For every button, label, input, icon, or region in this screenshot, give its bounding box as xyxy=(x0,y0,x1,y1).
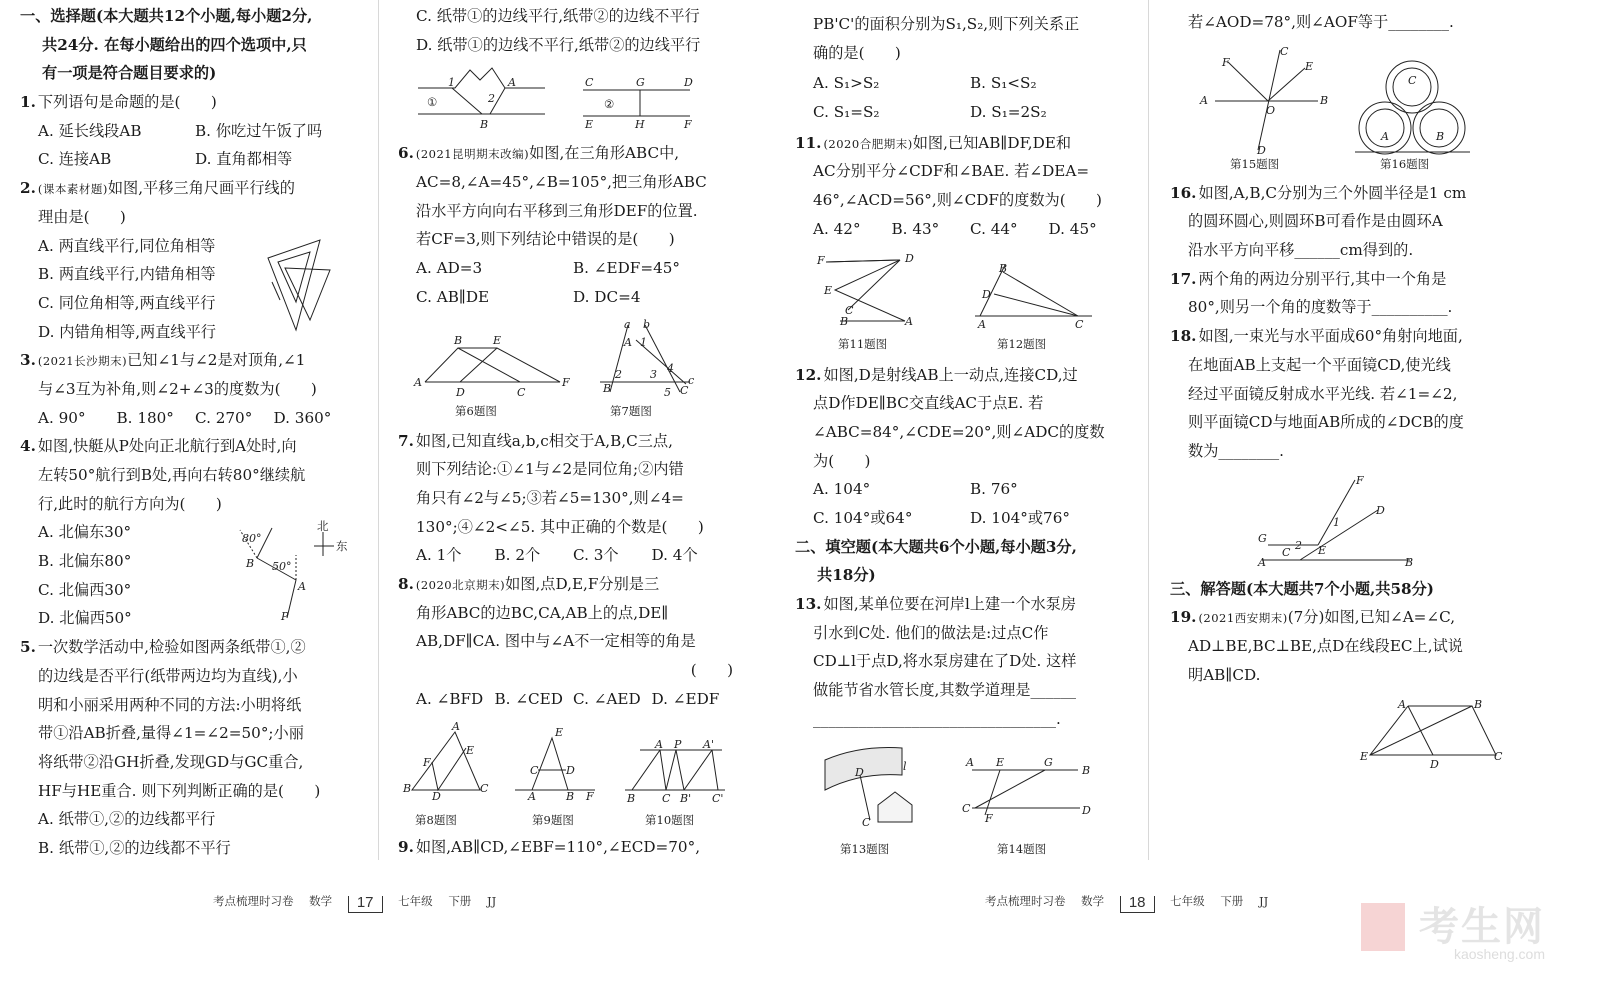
figure-9 xyxy=(515,726,595,827)
figure-18-mirror xyxy=(1257,474,1413,569)
figure-label: P xyxy=(281,610,289,623)
answer-option: B. 你吃过午饭了吗 xyxy=(195,121,323,140)
line-text: 二、填空题(本大题共6个小题,每小题3分, xyxy=(795,537,1077,556)
question-number: 2. xyxy=(20,179,36,198)
figure-label: D xyxy=(855,766,864,779)
line-text: 46°,∠ACD=56°,则∠CDF的度数为( ) xyxy=(813,191,1102,210)
figure-label: C xyxy=(517,386,526,399)
figure-label: A xyxy=(414,376,422,389)
line-text: 三、解答题(本大题共7个小题,共58分) xyxy=(1170,579,1434,598)
figure-caption: 第16题图 xyxy=(1380,157,1430,171)
page-number: 18 xyxy=(1120,896,1155,913)
answer-option: A. 纸带①,②的边线都平行 xyxy=(38,810,216,829)
figure-label: O xyxy=(1266,104,1276,117)
question-source-tag: (2021昆明期末改编) xyxy=(415,147,530,162)
figure-label: c xyxy=(688,374,695,387)
answer-option: B. S₁<S₂ xyxy=(970,74,1037,93)
figure-5-paper-strips xyxy=(418,68,693,131)
footer-page-18 xyxy=(985,893,1280,913)
question-number: 11. xyxy=(795,133,822,152)
line-text: 行,此时的航行方向为( ) xyxy=(38,494,222,513)
watermark-logo-icon xyxy=(1361,903,1405,951)
answer-option: A. 两直线平行,同位角相等 xyxy=(38,236,216,255)
line-text: 80°,则另一个角的度数等于__________. xyxy=(1188,298,1453,317)
figure-label: E xyxy=(824,284,833,297)
line-text: 引水到C处. 他们的做法是:过点C作 xyxy=(813,623,1049,642)
figure-label: C xyxy=(1282,546,1291,559)
figure-label: b xyxy=(643,318,651,331)
line-text: 如图,快艇从P处向正北航行到A处时,向 xyxy=(37,437,297,456)
question-number: 16. xyxy=(1170,183,1197,202)
figure-caption: 第11题图 xyxy=(838,337,888,351)
line-text: (7分)如图,已知∠A=∠C, xyxy=(1287,608,1456,627)
line-text: 明和小丽采用两种不同的方法:小明将纸 xyxy=(38,695,302,714)
answer-option: C. ∠AED xyxy=(573,689,641,708)
figure-caption: 北 xyxy=(317,519,329,533)
answer-option: B. 180° xyxy=(116,408,174,427)
answer-option: D. 104°或76° xyxy=(970,508,1070,527)
line-text: 带①沿AB折叠,量得∠1=∠2=50°;小丽 xyxy=(38,724,304,743)
line-text: 做能节省水管长度,其数学道理是______ xyxy=(813,681,1077,700)
figure-label: C xyxy=(1494,750,1503,763)
figure-label: E xyxy=(1360,750,1369,763)
figure-6-translation xyxy=(413,334,570,418)
question-number: 9. xyxy=(398,838,414,857)
figure-label: 80° xyxy=(242,532,262,545)
figure-label: D xyxy=(1257,144,1266,157)
figure-label: B xyxy=(999,262,1008,275)
figure-caption: 东 xyxy=(336,539,348,553)
figure-label: E xyxy=(585,118,594,131)
figure-15-angles xyxy=(1199,45,1328,171)
figure-caption: 第14题图 xyxy=(997,842,1047,856)
answer-option: B. 北偏东80° xyxy=(38,552,132,571)
figure-label: E xyxy=(466,744,475,757)
figure-caption: 第9题图 xyxy=(532,813,574,827)
figure-label: A xyxy=(624,336,632,349)
answer-option: A. 42° xyxy=(813,219,861,238)
figure-label: 2 xyxy=(488,92,495,105)
answer-option: A. 90° xyxy=(38,408,86,427)
answer-option: B. 纸带①,②的边线都不平行 xyxy=(38,838,231,857)
line-text: 已知∠1与∠2是对顶角,∠1 xyxy=(127,351,306,370)
figure-10 xyxy=(625,738,725,827)
line-text: 一次数学活动中,检验如图两条纸带①,② xyxy=(37,638,306,657)
figure-11 xyxy=(816,252,914,351)
answer-option: D. 纸带①的边线不平行,纸带②的边线平行 xyxy=(416,35,701,54)
line-text: 如图,在三角形ABC中, xyxy=(529,144,680,163)
question-number: 1. xyxy=(20,93,36,112)
figure-label: D xyxy=(905,252,914,265)
figure-label: B xyxy=(566,790,575,803)
figure-label: D xyxy=(1430,758,1439,771)
answer-option: C. 北偏西30° xyxy=(38,580,132,599)
answer-option: B. 76° xyxy=(970,480,1018,499)
figure-label: 5 xyxy=(664,386,671,399)
figure-label: A xyxy=(298,580,306,593)
figure-label: 50° xyxy=(272,560,292,573)
figure-label: C xyxy=(962,802,971,815)
figure-4-navigation xyxy=(240,519,348,623)
figure-label: C xyxy=(480,782,489,795)
answer-option: D. 内错角相等,两直线平行 xyxy=(38,322,216,341)
line-text: 两个角的两边分别平行,其中一个角是 xyxy=(1198,269,1447,288)
answer-option: D. 4个 xyxy=(651,546,698,565)
figure-label: E xyxy=(996,756,1005,769)
answer-option: C. 3个 xyxy=(573,546,619,565)
line-text: HF与HE重合. 则下列判断正确的是( ) xyxy=(38,781,321,800)
figure-14 xyxy=(962,756,1091,856)
figure-2-set-square xyxy=(268,240,330,330)
figure-label: G xyxy=(1258,532,1267,545)
figure-label: C xyxy=(585,76,594,89)
figure-label: F xyxy=(586,790,594,803)
question-number: 12. xyxy=(795,365,822,384)
figure-label: A xyxy=(528,790,536,803)
figure-label: 4 xyxy=(667,362,674,375)
figure-label: A xyxy=(978,318,986,331)
footer-page-17 xyxy=(213,893,508,913)
figure-label: C xyxy=(680,384,689,397)
line-text: 如图,点D,E,F分别是三 xyxy=(505,574,660,593)
question-number: 3. xyxy=(20,351,36,370)
line-text: 沿水平方向平移______cm得到的. xyxy=(1188,241,1414,260)
watermark-name: 考生网 xyxy=(1419,905,1545,949)
line-text: 理由是( ) xyxy=(38,207,126,226)
line-text: CD⊥l于点D,将水泵房建在了D处. 这样 xyxy=(813,652,1077,671)
figure-7-lines xyxy=(600,318,694,418)
question-number: 18. xyxy=(1170,327,1197,346)
question-number: 19. xyxy=(1170,608,1197,627)
line-text: 角只有∠2与∠5;③若∠5=130°,则∠4= xyxy=(416,488,684,507)
figure-caption: 第13题图 xyxy=(840,842,890,856)
answer-option: A. S₁>S₂ xyxy=(813,74,880,93)
figure-label: A xyxy=(655,738,663,751)
line-text: 将纸带②沿GH折叠,发现GD与GC重合, xyxy=(38,752,304,771)
question-number: 7. xyxy=(398,431,414,450)
answer-option: D. 直角都相等 xyxy=(195,150,293,169)
figure-label: C xyxy=(845,304,854,317)
figure-label: C xyxy=(1408,74,1417,87)
figure-label: F xyxy=(423,756,431,769)
figure-label: D xyxy=(684,76,693,89)
figure-label: A xyxy=(1381,130,1389,143)
figure-label: B xyxy=(246,557,255,570)
figure-caption: 第7题图 xyxy=(610,404,652,418)
figure-label: B xyxy=(1474,698,1483,711)
answer-option: C. 纸带①的边线平行,纸带②的边线不平行 xyxy=(416,7,700,25)
line-text: 如图,一束光与水平面成60°角射向地面, xyxy=(1198,327,1463,346)
footer-grade: 七年级 xyxy=(398,894,433,908)
line-text: 若CF=3,则下列结论中错误的是( ) xyxy=(416,230,675,249)
figure-label: E xyxy=(1318,544,1327,557)
answer-option: A. 1个 xyxy=(416,546,462,565)
figure-label: D xyxy=(566,764,575,777)
watermark xyxy=(1419,895,1545,962)
footer-volume: 下册 xyxy=(1220,894,1244,908)
figure-label: l xyxy=(903,760,907,773)
line-text: PB'C'的面积分别为S₁,S₂,则下列关系正 xyxy=(813,15,1080,33)
figure-label: F xyxy=(562,376,570,389)
line-text: 点D作DE∥BC交直线AC于点E. 若 xyxy=(813,394,1044,413)
answer-option: D. 45° xyxy=(1048,219,1097,238)
line-text: 如图,某单位要在河岸l上建一个水泵房 xyxy=(823,595,1077,613)
figure-label: A xyxy=(452,720,460,733)
line-text: AD⊥BE,BC⊥BE,点D在线段EC上,试说 xyxy=(1188,636,1463,655)
watermark-url: kaosheng.com xyxy=(1453,946,1545,962)
answer-option: D. ∠EDF xyxy=(651,689,720,708)
figure-16-rings xyxy=(1355,61,1470,171)
line-text: 则下列结论:①∠1与∠2是同位角;②内错 xyxy=(416,460,684,479)
question-number: 4. xyxy=(20,437,36,456)
line-text: 如图,A,B,C分别为三个外圆半径是1 cm xyxy=(1198,183,1467,202)
line-text: 若∠AOD=78°,则∠AOF等于________. xyxy=(1188,13,1454,31)
figure-label: C' xyxy=(712,792,724,805)
footer-subject: 数学 xyxy=(1081,894,1105,908)
answer-option: C. 104°或64° xyxy=(813,508,913,527)
line-text: 的边线是否平行(纸带两边均为直线),小 xyxy=(38,666,298,685)
line-text: 共18分) xyxy=(817,566,876,585)
question-number: 8. xyxy=(398,574,414,593)
line-text: 角形ABC的边BC,CA,AB上的点,DE∥ xyxy=(416,603,669,622)
figure-label: H xyxy=(635,118,645,131)
figure-label: E xyxy=(493,334,502,347)
figure-label: 2 xyxy=(615,368,622,381)
answer-option: B. ∠EDF=45° xyxy=(573,259,680,278)
figure-label: D xyxy=(1082,804,1091,817)
figure-label: B xyxy=(840,315,849,328)
figure-label: 1 xyxy=(448,76,455,89)
figure-8-triangle xyxy=(402,720,489,827)
footer-edition: JJ xyxy=(1258,894,1269,908)
footer-subject: 数学 xyxy=(309,894,333,908)
question-source-tag: (课本素材题) xyxy=(37,182,108,197)
question-source-tag: (2020北京期末) xyxy=(415,577,506,592)
answer-option: B. 2个 xyxy=(494,546,541,565)
figure-label: B xyxy=(1082,764,1091,777)
line-text: 如图,已知直线a,b,c相交于A,B,C三点, xyxy=(415,431,673,450)
question-number: 5. xyxy=(20,638,36,657)
line-text: 明AB∥CD. xyxy=(1188,665,1261,684)
figure-19 xyxy=(1359,698,1503,771)
footer-volume: 下册 xyxy=(448,894,472,908)
line-text: AB,DF∥CA. 图中与∠A不一定相等的角是 xyxy=(416,632,696,651)
line-text: 数为________. xyxy=(1188,441,1284,460)
figure-label: E xyxy=(1305,60,1314,73)
figure-caption: ② xyxy=(604,97,615,111)
figure-label: P xyxy=(674,738,682,751)
figure-label: 2 xyxy=(1295,539,1302,552)
figure-label: 1 xyxy=(640,336,647,349)
figure-label: A xyxy=(1258,556,1266,569)
figure-label: A xyxy=(1398,698,1406,711)
question-number: 6. xyxy=(398,144,414,163)
line-text: 的圆环圆心,则圆环B可看作是由圆环A xyxy=(1188,212,1443,231)
line-text: 确的是( ) xyxy=(813,43,901,62)
answer-option: C. 连接AB xyxy=(38,150,112,169)
line-text: 在地面AB上支起一个平面镜CD,使光线 xyxy=(1188,355,1451,374)
answer-option: C. 270° xyxy=(195,408,253,427)
answer-option: A. 北偏东30° xyxy=(38,523,132,542)
answer-option: C. 44° xyxy=(970,219,1018,238)
figure-caption: 第10题图 xyxy=(645,813,695,827)
line-text: 共24分. 在每小题给出的四个选项中,只 xyxy=(42,35,307,54)
answer-option: D. DC=4 xyxy=(573,287,641,306)
figure-label: B xyxy=(603,382,612,395)
line-text: 有一项是符合题目要求的) xyxy=(42,64,217,83)
line-text: 则平面镜CD与地面AB所成的∠DCB的度 xyxy=(1188,413,1464,432)
line-text: 一、选择题(本大题共12个小题,每小题2分, xyxy=(20,7,313,25)
line-text: 130°;④∠2<∠5. 其中正确的个数是( ) xyxy=(416,517,704,536)
figure-13-river xyxy=(825,748,912,857)
figure-label: F xyxy=(684,118,692,131)
figure-label: B xyxy=(403,782,412,795)
figure-label: C xyxy=(530,764,539,777)
answer-option: B. ∠CED xyxy=(494,689,563,708)
figure-label: F xyxy=(1356,474,1364,487)
answer-option: B. 43° xyxy=(891,219,940,238)
answer-option: A. 延长线段AB xyxy=(38,121,142,140)
figure-label: E xyxy=(555,726,564,739)
figure-label: A xyxy=(966,756,974,769)
answer-option: A. AD=3 xyxy=(416,259,483,278)
figure-caption: 第15题图 xyxy=(1230,157,1280,171)
figure-label: B xyxy=(480,118,489,131)
figure-label: B' xyxy=(680,792,692,805)
line-text: 左转50°航行到B处,再向右转80°继续航 xyxy=(38,466,306,484)
figure-label: D xyxy=(1376,504,1385,517)
line-text: 如图,平移三角尺画平行线的 xyxy=(107,179,295,198)
question-number: 17. xyxy=(1170,269,1197,288)
figure-label: D xyxy=(982,288,991,301)
figure-label: 3 xyxy=(650,368,657,381)
answer-option: C. AB∥DE xyxy=(416,287,490,306)
line-text: ( ) xyxy=(690,661,733,679)
question-number: 13. xyxy=(795,595,822,613)
figure-label: D xyxy=(456,386,465,399)
figure-label: G xyxy=(1044,756,1053,769)
answer-option: B. 两直线平行,内错角相等 xyxy=(38,265,216,284)
figure-label: 1 xyxy=(1333,516,1340,529)
figure-label: C xyxy=(862,816,871,829)
line-text: 经过平面镜反射成水平光线. 若∠1=∠2, xyxy=(1188,384,1458,403)
figure-label: B xyxy=(1320,94,1329,107)
line-text: 与∠3互为补角,则∠2+∠3的度数为( ) xyxy=(38,379,317,398)
figure-label: B xyxy=(454,334,463,347)
answer-option: A. ∠BFD xyxy=(416,689,484,708)
figure-label: A xyxy=(1200,94,1208,107)
figure-label: D xyxy=(432,790,441,803)
line-text: AC=8,∠A=45°,∠B=105°,把三角形ABC xyxy=(416,173,707,192)
answer-option: C. S₁=S₂ xyxy=(813,103,880,122)
figure-label: B xyxy=(1436,130,1445,143)
figure-label: C xyxy=(1075,318,1084,331)
line-text: 如图,AB∥CD,∠EBF=110°,∠ECD=70°, xyxy=(415,838,701,857)
figure-label: B xyxy=(627,792,636,805)
answer-option: D. 360° xyxy=(273,408,332,427)
line-text: 如图,D是射线AB上一动点,连接CD,过 xyxy=(823,365,1078,384)
line-text: 下列语句是命题的是( ) xyxy=(37,93,217,112)
figure-label: A xyxy=(905,315,913,328)
answer-option: D. S₁=2S₂ xyxy=(970,103,1047,122)
answer-option: A. 104° xyxy=(813,480,871,499)
line-text: ∠ABC=84°,∠CDE=20°,则∠ADC的度数 xyxy=(813,422,1105,441)
line-text: 为( ) xyxy=(813,451,871,470)
line-text: ________________________________. xyxy=(813,709,1061,728)
answer-option: C. 同位角相等,两直线平行 xyxy=(38,293,216,312)
figure-caption: 第8题图 xyxy=(415,813,457,827)
footer-grade: 七年级 xyxy=(1170,894,1205,908)
figure-label: a xyxy=(624,318,631,331)
figure-label: A xyxy=(508,76,516,89)
footer-edition: JJ xyxy=(486,894,497,908)
footer-book: 考点梳理时习卷 xyxy=(985,894,1066,908)
page-number: 17 xyxy=(348,896,383,913)
question-source-tag: (2021长沙期末) xyxy=(37,354,128,369)
figure-12 xyxy=(975,262,1092,351)
footer-book: 考点梳理时习卷 xyxy=(213,894,294,908)
figure-label: B xyxy=(1405,556,1414,569)
figure-label: A' xyxy=(703,738,714,751)
line-text: 如图,已知AB∥DF,DE和 xyxy=(912,133,1072,152)
question-source-tag: (2020合肥期末) xyxy=(823,136,913,151)
figure-label: F xyxy=(1222,56,1230,69)
figure-label: C xyxy=(1280,45,1289,58)
line-text: AC分别平分∠CDF和∠BAE. 若∠DEA= xyxy=(813,162,1090,181)
figure-caption: 第6题图 xyxy=(455,404,497,418)
figure-label: F xyxy=(817,254,825,267)
answer-option: D. 北偏西50° xyxy=(38,609,132,628)
question-source-tag: (2021西安期末) xyxy=(1198,611,1288,626)
figure-caption: ① xyxy=(427,95,438,109)
figure-label: C xyxy=(662,792,671,805)
figure-label: G xyxy=(636,76,645,89)
figure-caption: 第12题图 xyxy=(997,337,1047,351)
line-text: 沿水平方向向右平移到三角形DEF的位置. xyxy=(416,201,698,220)
figure-label: F xyxy=(985,812,993,825)
